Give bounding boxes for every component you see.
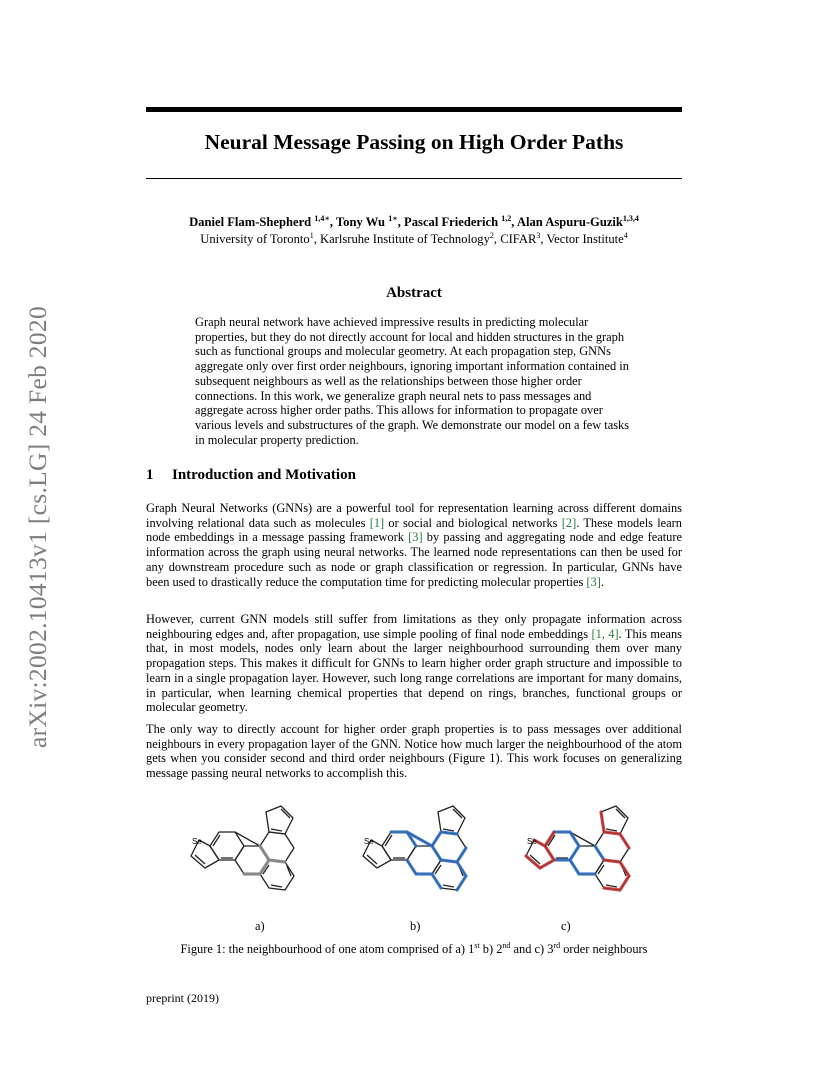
- abstract-heading: Abstract: [386, 285, 442, 301]
- atom-label: Se: [364, 837, 374, 846]
- caption-sup-2: nd: [502, 941, 511, 950]
- p1-text-5: .: [600, 574, 604, 589]
- paragraph-1: [146, 501, 682, 589]
- author-2: , Tony Wu: [329, 215, 389, 229]
- arxiv-identifier: arXiv:2002.10413v1 [cs.LG] 24 Feb 2020: [23, 305, 52, 749]
- author-4: , Alan Aspuru-Guzik: [511, 215, 623, 229]
- author-1-affil: 1,4∗: [314, 214, 330, 223]
- figure-caption: [146, 942, 682, 957]
- paragraph-2: [146, 612, 682, 715]
- affiliation-2-mark: 2: [489, 231, 494, 240]
- title-rule: [146, 178, 682, 179]
- author-1: Daniel Flam-Shepherd: [189, 215, 315, 229]
- abstract-text: Graph neural network have achieved impressive results in predicting molecular properties, but they do not directly account for local and hidden structures in the graph such as functional groups and molecular geometry. At each propagation step, GNNs aggregate only over first order neighbours, ignoring important information contained in subsequent neighbours as well as the relationships between those higher order connections. In this work, we generalize graph neural nets to pass messages and aggregate across higher order paths. This allows for information to propagate over various levels and substructures of the graph. We demonstrate our model on a few tasks in molecular property prediction.: [195, 315, 630, 447]
- top-rule: [146, 107, 682, 112]
- caption-part-4: order neighbours: [560, 942, 648, 956]
- author-3-affil: 1,2: [501, 214, 512, 223]
- caption-part-3: and c) 3: [510, 942, 554, 956]
- p1-text-3: . These models learn node embeddings in a message passing framework: [146, 515, 682, 545]
- atom-label: Se: [192, 837, 202, 846]
- citation-link[interactable]: [3]: [408, 530, 423, 545]
- figure-label-b: b): [410, 919, 421, 933]
- affiliation-3-mark: 3: [536, 231, 541, 240]
- section-heading: [146, 467, 356, 484]
- author-block: [146, 214, 682, 248]
- p2-text-1: However, current GNN models still suffer from limitations as they only propagate information across neighbouring edges and, after propagation, use simple pooling of final node embeddings: [146, 612, 682, 641]
- molecule-c: [518, 800, 642, 904]
- figure-label-a: a): [255, 919, 265, 933]
- molecule-bonds: [191, 806, 294, 890]
- figure-label-c: c): [561, 919, 571, 933]
- molecule-b: [355, 800, 479, 904]
- author-2-affil: 1∗: [388, 214, 398, 223]
- affiliation-1: University of Toronto: [200, 232, 310, 246]
- caption-part-1: Figure 1: the neighbourhood of one atom comprised of a) 1: [180, 942, 475, 956]
- highlight-second-order: [391, 832, 466, 890]
- highlight-first-order: [244, 846, 285, 874]
- affiliation-4-mark: 4: [623, 231, 628, 240]
- affiliation-4: , Vector Institute: [540, 232, 624, 246]
- p1-text-1: Graph Neural Networks (GNNs) are a powerful tool for representation learning across different domains involving relational data such as molecules: [146, 501, 682, 530]
- section-title: Introduction and Motivation: [172, 467, 356, 483]
- affiliation-1-mark: 1: [309, 231, 314, 240]
- atom-label: Se: [527, 837, 537, 846]
- affiliation-2: , Karlsruhe Institute of Technology: [313, 232, 490, 246]
- p2-text-2: . This means that, in most models, nodes only learn about the larger neighbourhood surrounding them over many propagation steps. This makes it difficult for GNNs to learn higher order graph structure and impossible to learn in a single propagation layer. However, such long range correlations are important for many domains, in particular, when learning chemical properties that depend on rings, branches, functional groups or molecular geometry.: [146, 626, 683, 715]
- p1-text-4: by passing and aggregating node and edge feature information across the graph using neural networks. The learned node representations can then be used for any downstream procedure such as node or graph classification or regression. In particular, GNNs have been used to drastically reduce the computation time for predicting molecular properties: [146, 530, 682, 589]
- molecule-a: [183, 800, 307, 904]
- author-names: [146, 214, 682, 231]
- footer-note: preprint (2019): [146, 991, 219, 1005]
- molecule-bonds: [363, 806, 466, 890]
- p1-text-2: or social and biological networks: [384, 515, 562, 530]
- citation-link[interactable]: [3]: [586, 574, 601, 589]
- author-4-affil: 1,3,4: [622, 214, 639, 223]
- caption-sup-3: rd: [553, 941, 561, 950]
- citation-link[interactable]: [2]: [561, 515, 577, 530]
- section-number: 1: [146, 467, 154, 483]
- affiliations: [146, 231, 682, 248]
- highlight-second-order: [554, 832, 604, 874]
- paper-title: Neural Message Passing on High Order Paths: [204, 130, 624, 154]
- paragraph-3: The only way to directly account for higher order graph properties is to pass messages over additional neighbours in every propagation layer of the GNN. Notice how much larger the neighbourhood of the atom gets when you consider second and third order neighbours (Figure 1). This work focuses on generalizing message passing neural networks to accomplish this.: [146, 722, 682, 781]
- author-3: , Pascal Friederich: [397, 215, 502, 229]
- caption-sup-1: st: [474, 941, 480, 950]
- affiliation-3: , CIFAR: [493, 232, 537, 246]
- citation-link[interactable]: [1]: [369, 515, 385, 530]
- citation-link[interactable]: [1, 4]: [591, 626, 619, 641]
- caption-part-2: b) 2: [479, 942, 503, 956]
